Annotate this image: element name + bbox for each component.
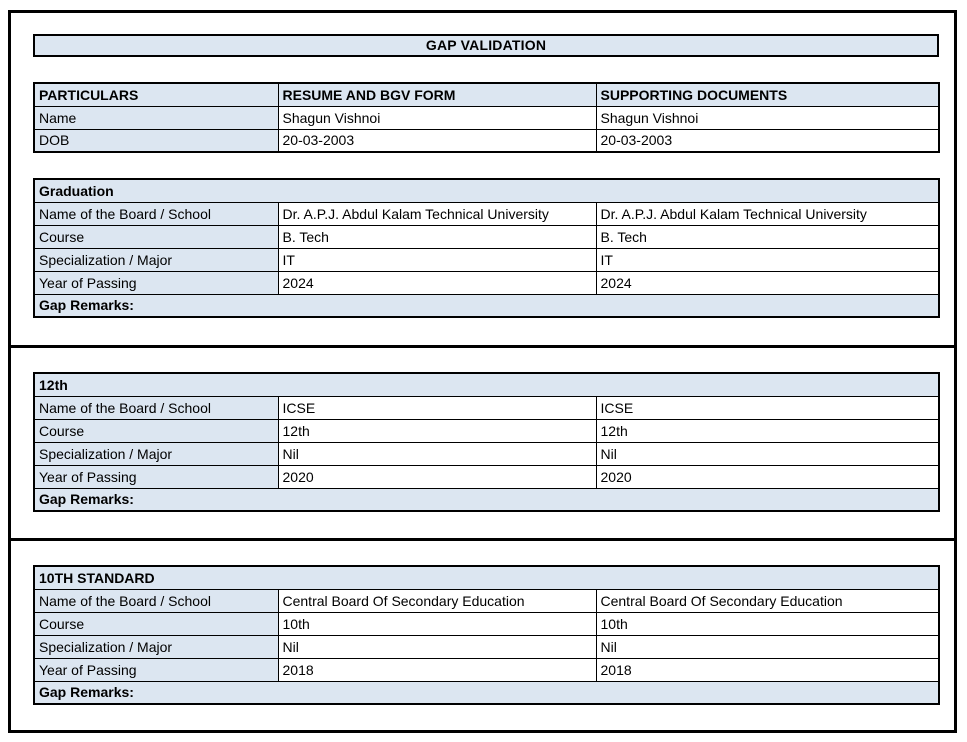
- row-label: Specialization / Major: [34, 442, 278, 465]
- section-header-row: [34, 373, 939, 396]
- table-row: [34, 396, 939, 419]
- table-row: [34, 589, 939, 612]
- supporting-value: Nil: [596, 442, 939, 465]
- resume-value: 2024: [278, 271, 596, 294]
- supporting-value: 2024: [596, 271, 939, 294]
- resume-value: 12th: [278, 419, 596, 442]
- table-row-name: [34, 106, 939, 129]
- supporting-value: Central Board Of Secondary Education: [596, 589, 939, 612]
- table-row: [34, 658, 939, 681]
- section-divider: [11, 538, 954, 541]
- section-header-row: [34, 566, 939, 589]
- document-frame: [8, 10, 957, 733]
- section-table-12th: [33, 372, 940, 512]
- table-row: [34, 271, 939, 294]
- supporting-value: 10th: [596, 612, 939, 635]
- section-title: Graduation: [34, 179, 939, 202]
- row-label: Specialization / Major: [34, 635, 278, 658]
- row-label: Name of the Board / School: [34, 202, 278, 225]
- row-label: Year of Passing: [34, 271, 278, 294]
- resume-value: Dr. A.P.J. Abdul Kalam Technical University: [278, 202, 596, 225]
- section-title: 10TH STANDARD: [34, 566, 939, 589]
- supporting-value: 2020: [596, 465, 939, 488]
- supporting-value: Nil: [596, 635, 939, 658]
- table-row: [34, 202, 939, 225]
- gap-remarks-row: [34, 294, 939, 317]
- supporting-value: 12th: [596, 419, 939, 442]
- row-label: Name: [34, 106, 278, 129]
- section-table-graduation: [33, 178, 940, 318]
- summary-table: [33, 82, 940, 153]
- gap-remarks-label: Gap Remarks:: [34, 488, 939, 511]
- table-row: [34, 612, 939, 635]
- resume-value: Nil: [278, 442, 596, 465]
- column-header-particulars: PARTICULARS: [34, 83, 278, 106]
- resume-value: 2020: [278, 465, 596, 488]
- gap-remarks-label: Gap Remarks:: [34, 294, 939, 317]
- gap-remarks-row: [34, 488, 939, 511]
- column-header-resume-bgv: RESUME AND BGV FORM: [278, 83, 596, 106]
- resume-value: Shagun Vishnoi: [278, 106, 596, 129]
- column-header-supporting-docs: SUPPORTING DOCUMENTS: [596, 83, 939, 106]
- supporting-value: Dr. A.P.J. Abdul Kalam Technical University: [596, 202, 939, 225]
- resume-value: 10th: [278, 612, 596, 635]
- resume-value: 20-03-2003: [278, 129, 596, 152]
- row-label: Course: [34, 612, 278, 635]
- supporting-value: IT: [596, 248, 939, 271]
- table-row: [34, 465, 939, 488]
- table-row: [34, 635, 939, 658]
- resume-value: Central Board Of Secondary Education: [278, 589, 596, 612]
- page-title: GAP VALIDATION: [33, 34, 939, 57]
- table-row: [34, 442, 939, 465]
- table-row: [34, 248, 939, 271]
- section-header-row: [34, 179, 939, 202]
- gap-remarks-row: [34, 681, 939, 704]
- table-row-dob: [34, 129, 939, 152]
- supporting-value: 2018: [596, 658, 939, 681]
- table-row: [34, 225, 939, 248]
- supporting-value: 20-03-2003: [596, 129, 939, 152]
- resume-value: Nil: [278, 635, 596, 658]
- table-header-row: [34, 83, 939, 106]
- resume-value: 2018: [278, 658, 596, 681]
- section-divider: [11, 345, 954, 348]
- supporting-value: B. Tech: [596, 225, 939, 248]
- section-title: 12th: [34, 373, 939, 396]
- gap-remarks-label: Gap Remarks:: [34, 681, 939, 704]
- resume-value: IT: [278, 248, 596, 271]
- table-row: [34, 419, 939, 442]
- section-table-10th: [33, 565, 940, 705]
- resume-value: ICSE: [278, 396, 596, 419]
- row-label: Specialization / Major: [34, 248, 278, 271]
- row-label: Year of Passing: [34, 465, 278, 488]
- row-label: Course: [34, 225, 278, 248]
- row-label: Name of the Board / School: [34, 589, 278, 612]
- row-label: DOB: [34, 129, 278, 152]
- row-label: Name of the Board / School: [34, 396, 278, 419]
- resume-value: B. Tech: [278, 225, 596, 248]
- row-label: Course: [34, 419, 278, 442]
- supporting-value: ICSE: [596, 396, 939, 419]
- row-label: Year of Passing: [34, 658, 278, 681]
- supporting-value: Shagun Vishnoi: [596, 106, 939, 129]
